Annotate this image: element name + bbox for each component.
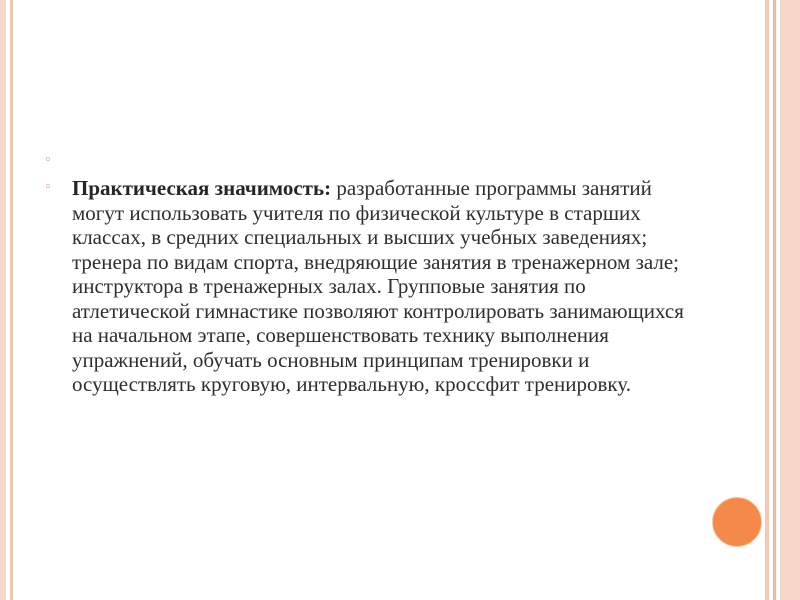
right-edge-stripe-outer [780, 0, 800, 600]
practical-significance-label: Практическая значимость: [72, 176, 332, 200]
decorative-orange-circle [712, 497, 762, 547]
right-edge-stripe-inner [765, 0, 769, 600]
practical-significance-text: разработанные программы занятий могут использовать учителя по физической культуре в старших классах, в средних специальных и высших учебных заведениях; тренера по видам спорта, внедряющие занятия в тренажерном зале; инструктора в тренажерных залах. Групповые занятия по атлетической гимнастике позволяют контролировать занимающихся на начальном этапе, совершенствовать технику выполнения упражнений, обучать основным принципам тренировки и осуществлять круговую, интервальную, кроссфит тренировку. [72, 176, 684, 396]
bullet-icon: ◦ [44, 153, 52, 168]
empty-bullet-item [44, 146, 694, 176]
right-edge-stripe-middle [773, 0, 776, 600]
practical-significance-item [44, 176, 694, 397]
left-edge-stripe-thin [10, 0, 13, 600]
slide-content [44, 146, 694, 397]
left-edge-stripe [0, 0, 6, 600]
bullet-icon: ◦ [44, 180, 52, 195]
practical-significance-paragraph [72, 176, 694, 397]
